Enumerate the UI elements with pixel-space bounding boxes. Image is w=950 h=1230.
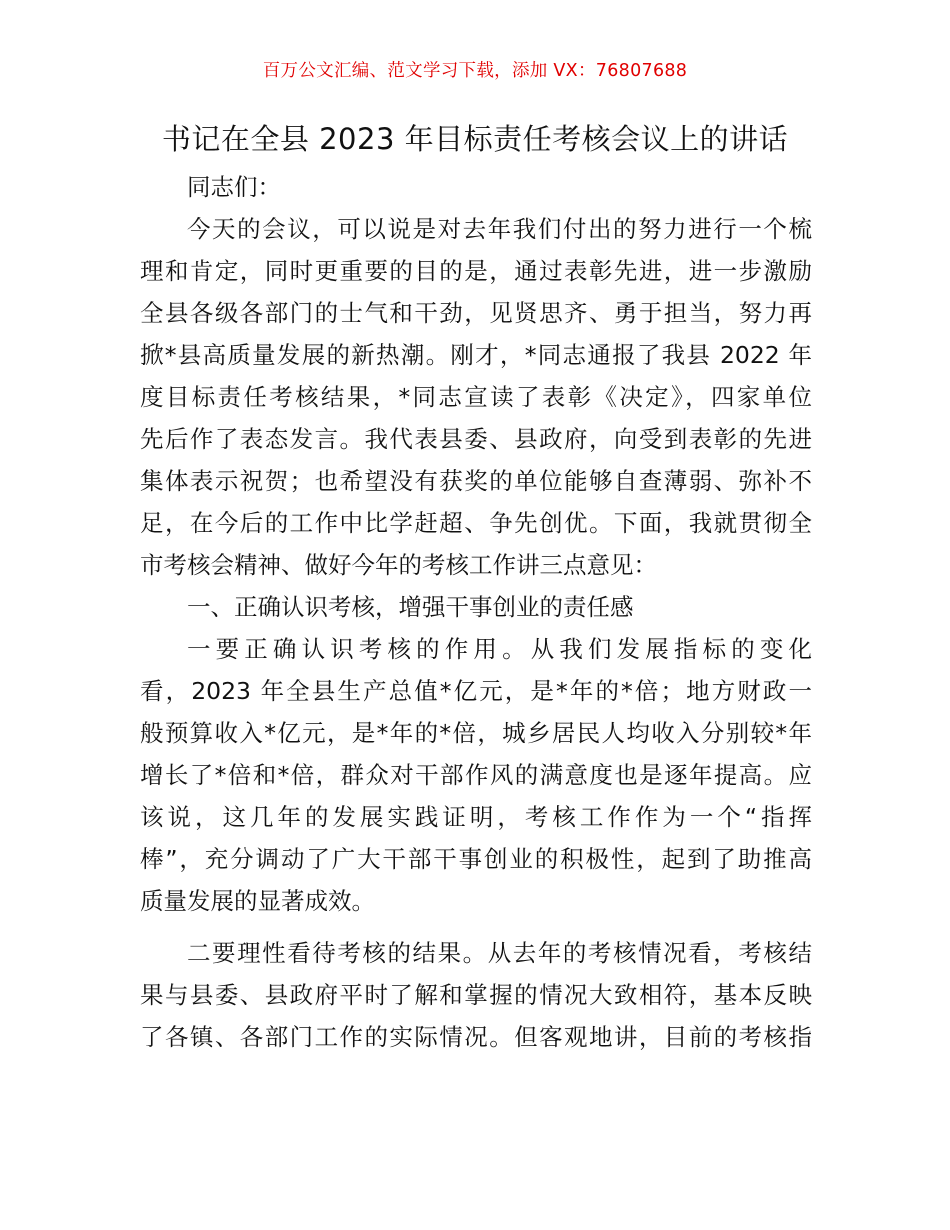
text-line: 棒”，充分调动了广大干部干事创业的积极性，起到了助推高: [140, 845, 812, 873]
document-body: [140, 166, 812, 1058]
section-heading: 一、正确认识考核，增强干事创业的责任感: [187, 593, 634, 621]
text-line: 了各镇、各部门工作的实际情况。但客观地讲，目前的考核指: [140, 1023, 812, 1051]
text-line: 集体表示祝贺；也希望没有获奖的单位能够自查薄弱、弥补不: [140, 467, 812, 495]
salutation: 同志们：: [187, 173, 281, 201]
text-line: 市考核会精神、做好今年的考核工作讲三点意见：: [140, 551, 657, 579]
text-line: 今天的会议，可以说是对去年我们付出的努力进行一个梳: [187, 215, 812, 243]
text-line: 足，在今后的工作中比学赶超、争先创优。下面，我就贯彻全: [140, 509, 812, 537]
text-line: 二要理性看待考核的结果。从去年的考核情况看，考核结: [187, 939, 812, 967]
text-line: 增长了*倍和*倍，群众对干部作风的满意度也是逐年提高。应: [140, 761, 812, 789]
text-line: 该说，这几年的发展实践证明，考核工作作为一个“指挥: [140, 803, 812, 831]
text-line: 看，2023 年全县生产总值*亿元，是*年的*倍；地方财政一: [140, 677, 812, 705]
text-line: 质量发展的显著成效。: [140, 887, 375, 915]
document-title: 书记在全县 2023 年目标责任考核会议上的讲话: [161, 122, 789, 156]
text-line: 般预算收入*亿元，是*年的*倍，城乡居民人均收入分别较*年: [140, 719, 812, 747]
text-line: 掀*县高质量发展的新热潮。刚才，*同志通报了我县 2022 年: [140, 341, 812, 369]
text-line: 一要正确认识考核的作用。从我们发展指标的变化: [187, 635, 812, 663]
text-line: 先后作了表态发言。我代表县委、县政府，向受到表彰的先进: [140, 425, 812, 453]
text-line: 果与县委、县政府平时了解和掌握的情况大致相符，基本反映: [140, 981, 812, 1009]
watermark-banner: 百万公文汇编、范文学习下载，添加 VX：76807688: [262, 61, 688, 81]
text-line: 理和肯定，同时更重要的目的是，通过表彰先进，进一步激励: [140, 257, 812, 285]
text-line: 全县各级各部门的士气和干劲，见贤思齐、勇于担当，努力再: [140, 299, 812, 327]
text-line: 度目标责任考核结果，*同志宣读了表彰《决定》，四家单位: [140, 383, 812, 411]
